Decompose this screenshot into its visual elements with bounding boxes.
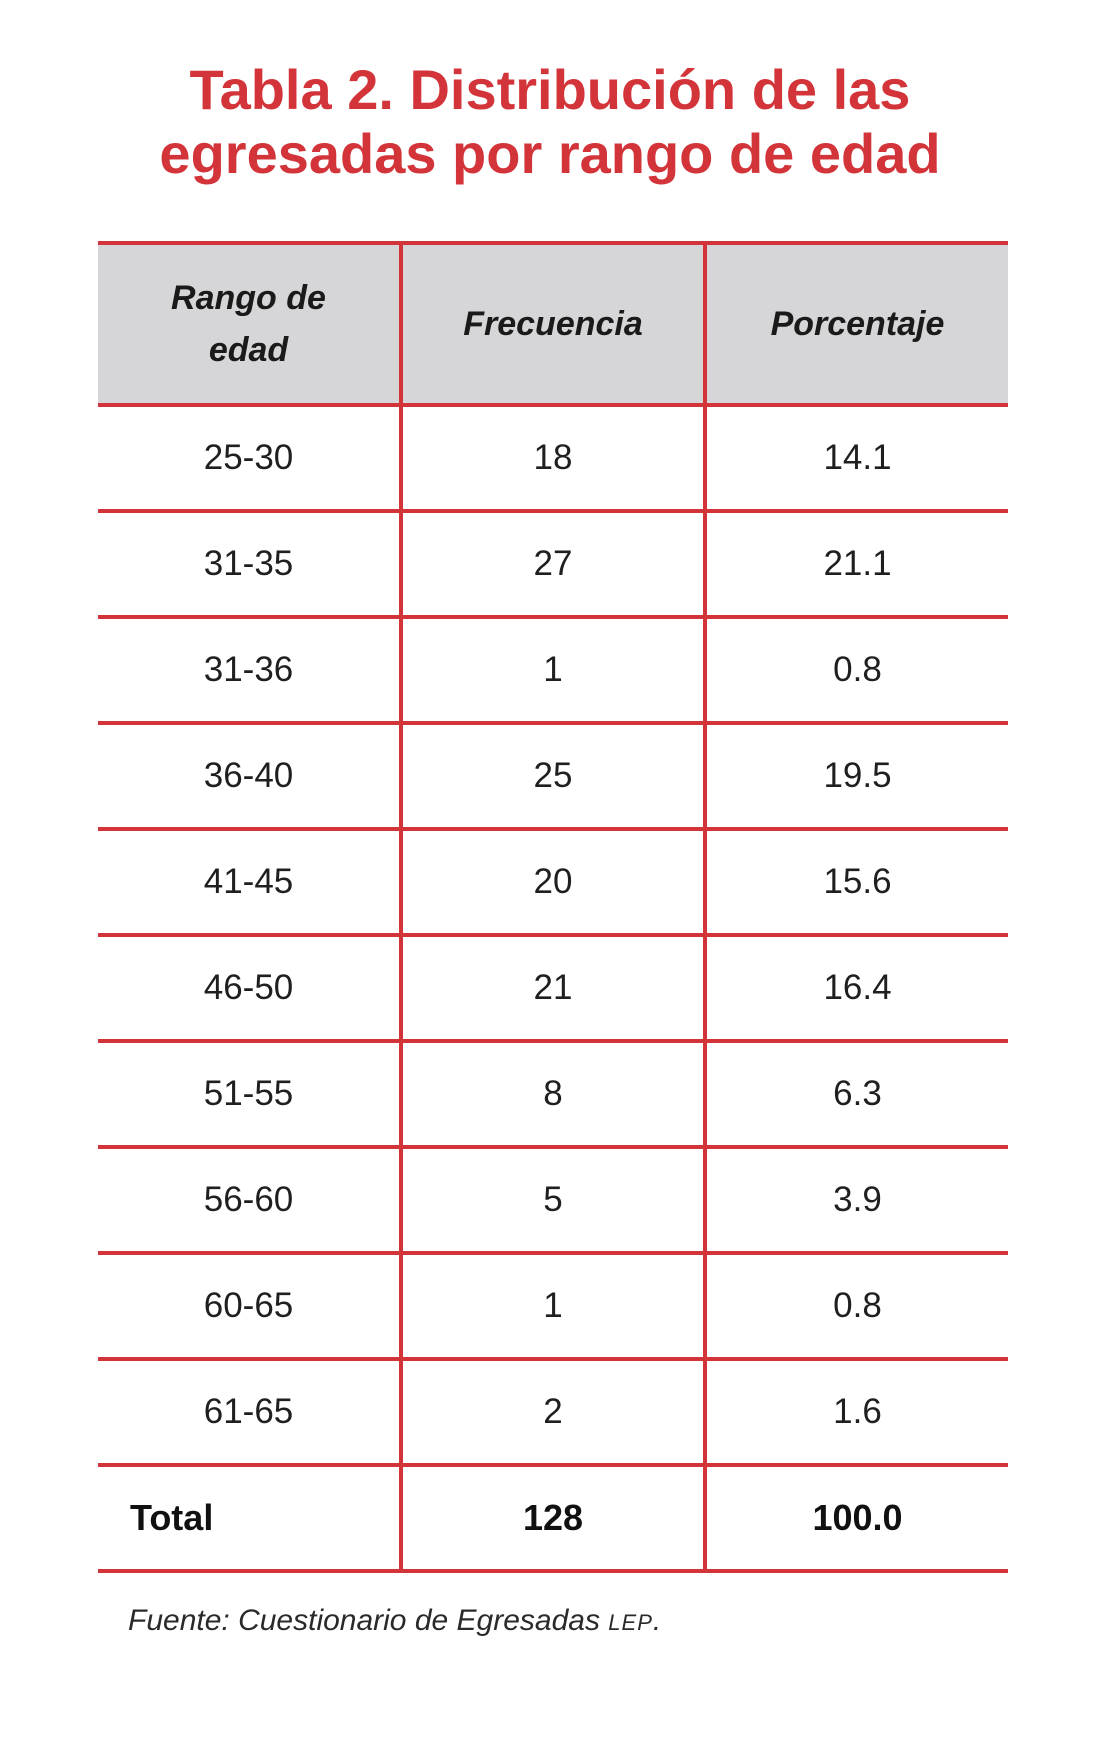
cell-frecuencia: 27 xyxy=(401,511,705,617)
cell-frecuencia: 1 xyxy=(401,617,705,723)
cell-porcentaje: 21.1 xyxy=(705,511,1008,617)
table-row xyxy=(98,1147,1008,1253)
cell-frecuencia: 8 xyxy=(401,1041,705,1147)
cell-rango: 31-35 xyxy=(203,544,294,583)
table-row xyxy=(98,935,1008,1041)
cell-porcentaje: 19.5 xyxy=(705,723,1008,829)
table-row xyxy=(98,1253,1008,1359)
cell-porcentaje: 16.4 xyxy=(705,935,1008,1041)
header-rango xyxy=(98,243,401,405)
table-row xyxy=(98,1041,1008,1147)
page-title xyxy=(0,58,1100,186)
cell-frecuencia: 2 xyxy=(401,1359,705,1465)
total-row xyxy=(98,1465,1008,1571)
cell-rango: 56-60 xyxy=(203,1180,294,1219)
cell-porcentaje: 3.9 xyxy=(705,1147,1008,1253)
title-line-2: egresadas por rango de edad xyxy=(159,122,941,185)
table-row xyxy=(98,405,1008,511)
table-body xyxy=(98,405,1008,1465)
total-frecuencia: 128 xyxy=(401,1465,705,1571)
cell-porcentaje: 0.8 xyxy=(705,617,1008,723)
cell-rango: 51-55 xyxy=(203,1074,294,1113)
source-note xyxy=(128,1604,661,1638)
header-row xyxy=(98,243,1008,405)
source-abbr: LEP xyxy=(608,1610,653,1635)
cell-frecuencia: 21 xyxy=(401,935,705,1041)
cell-rango: 36-40 xyxy=(203,756,294,795)
header-porcentaje: Porcentaje xyxy=(705,243,1008,405)
cell-rango: 46-50 xyxy=(203,968,294,1007)
cell-rango: 60-65 xyxy=(203,1286,294,1325)
header-frecuencia: Frecuencia xyxy=(401,243,705,405)
total-label: Total xyxy=(130,1497,214,1538)
table-footer xyxy=(98,1465,1008,1571)
table-row xyxy=(98,617,1008,723)
cell-porcentaje: 1.6 xyxy=(705,1359,1008,1465)
cell-rango: 31-36 xyxy=(203,650,294,689)
table-row xyxy=(98,829,1008,935)
cell-frecuencia: 5 xyxy=(401,1147,705,1253)
title-line-1: Tabla 2. Distribución de las xyxy=(189,58,911,121)
table-row xyxy=(98,1359,1008,1465)
age-distribution-table xyxy=(98,241,1008,1573)
cell-porcentaje: 14.1 xyxy=(705,405,1008,511)
header-rango-line-2: edad xyxy=(208,331,289,369)
table-header xyxy=(98,243,1008,405)
cell-frecuencia: 1 xyxy=(401,1253,705,1359)
total-porcentaje: 100.0 xyxy=(705,1465,1008,1571)
cell-frecuencia: 20 xyxy=(401,829,705,935)
cell-frecuencia: 18 xyxy=(401,405,705,511)
table-row xyxy=(98,723,1008,829)
cell-porcentaje: 15.6 xyxy=(705,829,1008,935)
cell-rango: 41-45 xyxy=(203,862,294,901)
cell-porcentaje: 0.8 xyxy=(705,1253,1008,1359)
source-end: . xyxy=(652,1604,662,1637)
table-row xyxy=(98,511,1008,617)
source-text: Fuente: Cuestionario de Egresadas xyxy=(128,1604,609,1637)
header-rango-line-1: Rango de xyxy=(171,279,326,317)
cell-porcentaje: 6.3 xyxy=(705,1041,1008,1147)
cell-frecuencia: 25 xyxy=(401,723,705,829)
cell-rango: 61-65 xyxy=(203,1392,294,1431)
cell-rango: 25-30 xyxy=(203,438,294,477)
